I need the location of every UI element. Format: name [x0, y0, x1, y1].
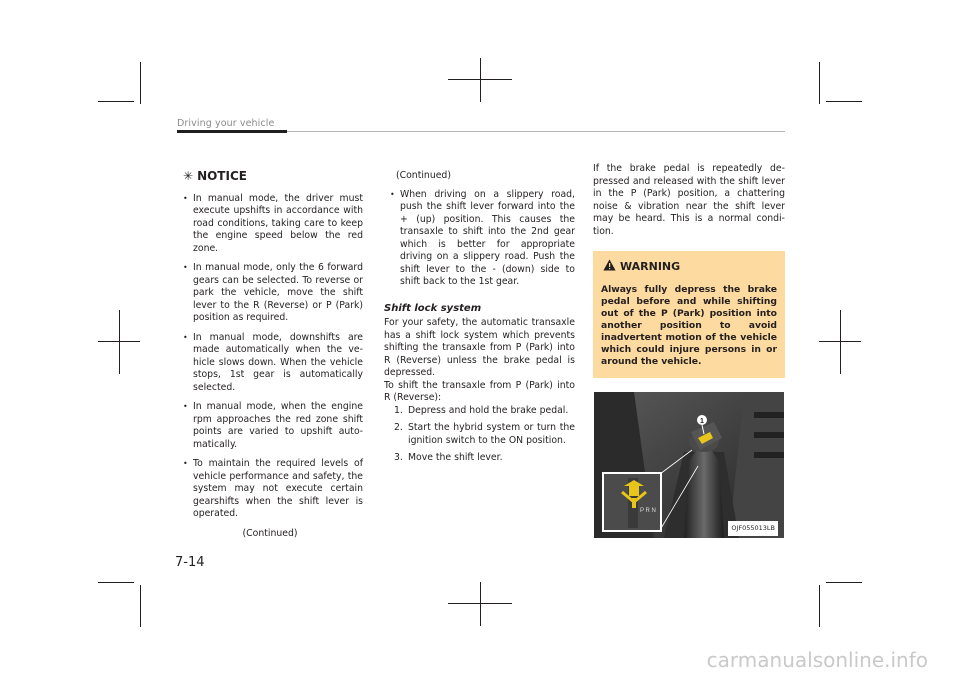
notice-list-continued: [384, 189, 575, 289]
step-number: 3.: [394, 452, 403, 463]
continued-label: (Continued): [396, 170, 451, 181]
paragraph: If the brake pedal is repeatedly depressed and released with the shift lever in the P (Park) position, a chattering noise & vibration near the shift lever may be heard. This is a normal condition.: [593, 163, 785, 237]
notice-heading: [183, 170, 363, 183]
step-text: Start the hybrid system or turn the ignition switch to the ON position.: [408, 422, 575, 446]
column-3: [593, 163, 785, 538]
warning-title: WARNING: [620, 259, 681, 273]
step-number: 2.: [394, 422, 403, 433]
crop-mark: [819, 341, 861, 342]
crop-mark: [480, 582, 481, 626]
crop-mark: [140, 62, 141, 104]
crop-mark: [98, 582, 134, 583]
warning-box: [593, 251, 785, 378]
crop-mark: [819, 62, 820, 104]
notice-title: NOTICE: [197, 169, 247, 183]
section-header: Driving your vehicle: [177, 118, 275, 129]
watermark: carmanualsonline.info: [706, 648, 928, 672]
step-text: Move the shift lever.: [408, 452, 503, 463]
figure-caption: OJF055013LB: [728, 521, 778, 536]
paragraph: For your safety, the automatic transaxle has a shift lock system which prevents shifting the transaxle from P (Park) into R (Reverse) unless the brake pedal is depressed.: [384, 317, 575, 378]
crop-mark: [448, 603, 512, 604]
list-item: • In manual mode, only the 6 forward gears can be selected. To reverse or park the vehicle, move the shift lever to the R (Reverse) or P (Park) position as required.: [177, 262, 363, 325]
header-rule-dark: [177, 130, 287, 133]
step-text: Depress and hold the brake pedal.: [408, 404, 569, 416]
column-1: [177, 170, 363, 540]
list-item: • When driving on a slippery road, push the shift lever forward into the + (up) position. This causes the transaxle to shift into the 2nd gear which is better for appropriate driving on a slippery road. Push the shift lever to the - (down) side to shift back to the 1st gear.: [384, 189, 575, 289]
figure-inset-letters: P R N: [640, 507, 656, 514]
crop-mark: [119, 310, 120, 374]
crop-mark: [826, 582, 862, 583]
list-item: • In manual mode, downshifts are made automatically when the vehicle slows down. When the vehicle stops, 1st gear is automatically selected.: [177, 332, 363, 395]
crop-mark: [480, 58, 481, 102]
warning-heading: [603, 259, 777, 275]
list-item: [384, 405, 575, 418]
crop-mark: [98, 101, 134, 102]
asterisk-icon: ✳: [183, 169, 194, 183]
steps-list: [384, 405, 575, 465]
step-number: 1.: [394, 404, 403, 416]
figure-callout: 1: [700, 417, 704, 425]
list-item: [384, 452, 575, 465]
notice-list: [177, 193, 363, 521]
crop-mark: [819, 585, 820, 627]
crop-mark: [448, 79, 512, 80]
list-item: [384, 422, 575, 447]
paragraph: To shift the transaxle from P (Park) into R (Reverse):: [384, 379, 575, 403]
list-item: • To maintain the required levels of vehicle performance and safety, the system may not execute certain gearshifts when the shift lever is operated.: [177, 458, 363, 521]
list-item: • In manual mode, when the engine rpm approaches the red zone shift points are varied to upshift automatically.: [177, 401, 363, 451]
crop-mark: [98, 341, 140, 342]
crop-mark: [826, 101, 862, 102]
page-number: 7-14: [175, 555, 205, 570]
section-title: Shift lock system: [384, 302, 482, 314]
shift-lever-illustration: [594, 392, 784, 538]
crop-mark: [840, 310, 841, 374]
warning-triangle-icon: [603, 259, 616, 275]
column-2: [384, 170, 575, 470]
gear-shift-photo: [594, 392, 784, 538]
list-item: • In manual mode, the driver must execute upshifts in accordance with road conditions, taking care to keep the engine speed below the red zone.: [177, 193, 363, 256]
crop-mark: [140, 585, 141, 627]
warning-text: Always fully depress the brake pedal before and while shifting out of the P (Park) position into another position to avoid inadvertent motion of the vehicle which could injure persons in or around the vehicle.: [601, 283, 777, 367]
continued-label: (Continued): [242, 527, 298, 539]
header-rule-light: [287, 131, 785, 132]
